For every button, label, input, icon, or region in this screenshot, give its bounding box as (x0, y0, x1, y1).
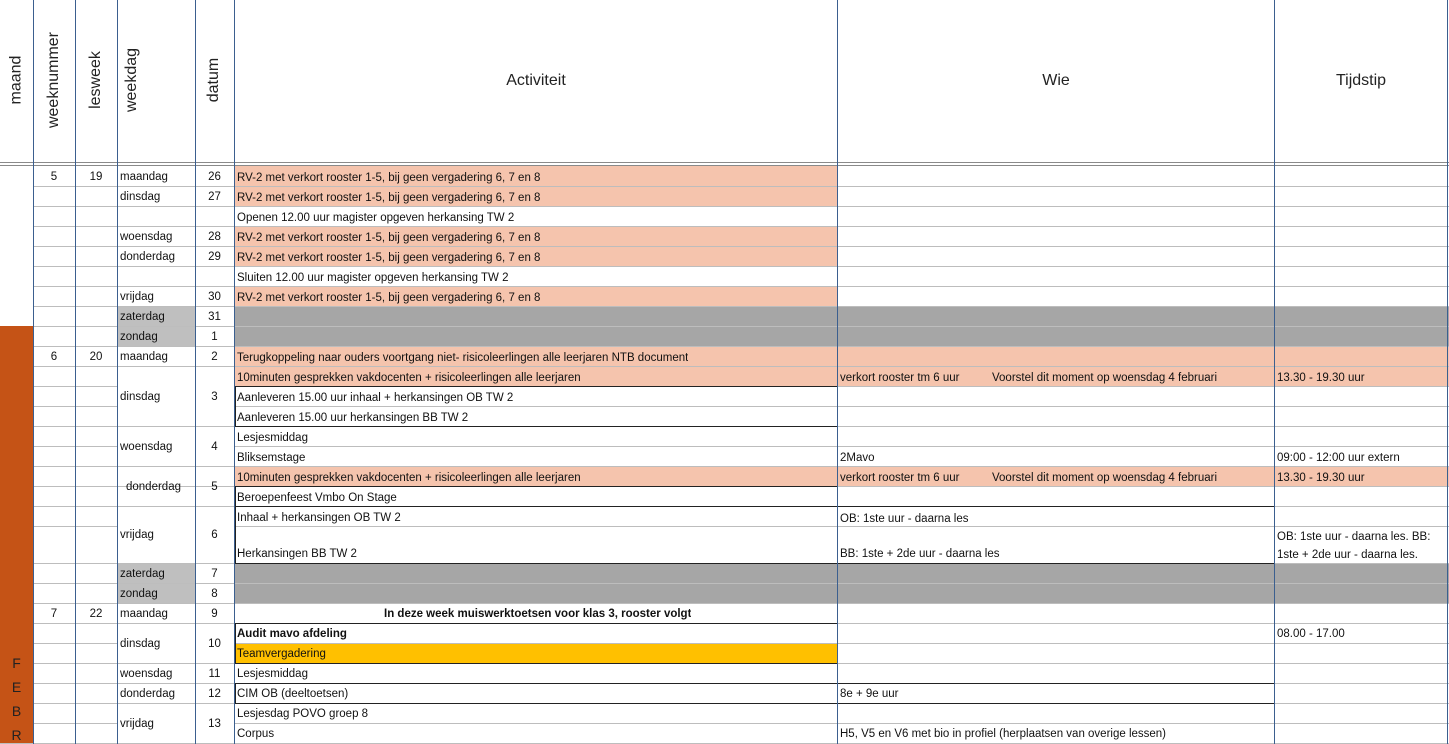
header-divider (0, 162, 1449, 163)
weekdag-cell: vrijdag (120, 718, 154, 730)
tijdstip-cell: 13.30 - 19.30 uur (1277, 472, 1365, 484)
weekdag-cell: dinsdag (120, 638, 161, 650)
month-letter: R (11, 727, 22, 743)
header-tijdstip: Tijdstip (1335, 72, 1387, 89)
activiteit-cell: RV-2 met verkort rooster 1-5, bij geen vergadering 6, 7 en 8 (237, 192, 541, 204)
datum-cell: 10 (208, 638, 221, 650)
datum-cell: 2 (211, 351, 218, 363)
wie-cell: verkort rooster tm 6 uur (840, 472, 960, 484)
weeknummer-cell: 5 (50, 171, 58, 183)
weekdag-cell: maandag (120, 608, 168, 620)
datum-cell: 27 (208, 191, 221, 203)
activiteit-cell: Terugkoppeling naar ouders voortgang niet- risicoleerlingen alle leerjaren NTB document (237, 352, 689, 364)
activiteit-cell: Beroepenfeest Vmbo On Stage (237, 492, 397, 504)
datum-cell: 8 (211, 588, 218, 600)
weekdag-cell: dinsdag (120, 391, 161, 403)
activiteit-cell: Lesjesmiddag (237, 668, 308, 680)
tijdstip-cell: 13.30 - 19.30 uur (1277, 372, 1365, 384)
wie-cell: verkort rooster tm 6 uur (840, 372, 960, 384)
weekdag-cell: zondag (120, 331, 158, 343)
weekdag-cell: zaterdag (120, 568, 165, 580)
datum-cell: 3 (211, 391, 218, 403)
datum-cell: 7 (211, 568, 218, 580)
header-divider (0, 165, 1449, 166)
header-wie: Wie (1042, 72, 1070, 89)
activiteit-cell: RV-2 met verkort rooster 1-5, bij geen vergadering 6, 7 en 8 (237, 292, 541, 304)
datum-cell: 9 (211, 608, 218, 620)
month-letter: E (11, 679, 22, 695)
datum-cell: 6 (211, 529, 218, 541)
activiteit-cell: Aanleveren 15.00 uur herkansingen BB TW 2 (237, 412, 469, 424)
lesweek-cell: 22 (89, 608, 103, 620)
activiteit-cell: 10minuten gesprekken vakdocenten + risicoleerlingen alle leerjaren (237, 372, 581, 384)
datum-cell: 11 (208, 668, 221, 680)
datum-cell: 28 (208, 231, 221, 243)
month-letter: F (12, 655, 21, 671)
weekdag-cell: woensdag (120, 231, 173, 243)
activiteit-cell: Lesjesmiddag (237, 432, 308, 444)
activiteit-cell: Sluiten 12.00 uur magister opgeven herkansing TW 2 (237, 272, 509, 284)
weekdag-cell: vrijdag (120, 291, 154, 303)
datum-cell: 13 (208, 718, 221, 730)
weekdag-cell: woensdag (120, 441, 173, 453)
weekdag-cell: donderdag (120, 251, 175, 263)
weekdag-cell: maandag (120, 171, 168, 183)
activiteit-cell: Lesjesdag POVO groep 8 (237, 708, 369, 720)
header-activiteit: Activiteit (506, 72, 566, 89)
fill-grey (235, 563, 1449, 583)
activiteit-cell: Corpus (237, 728, 275, 740)
activiteit-cell: Bliksemstage (237, 452, 306, 464)
wie-cell: H5, V5 en V6 met bio in profiel (herplaatsen van overige lessen) (840, 728, 1167, 740)
bordered-block (235, 683, 1275, 704)
header-lesweek: lesweek (87, 51, 104, 109)
header-datum: datum (205, 57, 223, 103)
wie-cell: BB: 1ste + 2de uur - daarna les (840, 548, 1000, 560)
weekdag-cell: maandag (120, 351, 168, 363)
activiteit-cell: Openen 12.00 uur magister opgeven herkansing TW 2 (237, 212, 515, 224)
weekdag-cell: vrijdag (120, 529, 154, 541)
tijdstip-cell: OB: 1ste uur - daarna les. BB: (1277, 531, 1431, 543)
fill-grey (235, 306, 1449, 326)
datum-cell: 5 (211, 481, 218, 493)
activiteit-cell: CIM OB (deeltoetsen) (237, 688, 349, 700)
activiteit-cell: 10minuten gesprekken vakdocenten + risicoleerlingen alle leerjaren (237, 472, 581, 484)
weekdag-cell: zondag (120, 588, 158, 600)
weeknummer-cell: 6 (50, 351, 58, 363)
activiteit-cell: RV-2 met verkort rooster 1-5, bij geen vergadering 6, 7 en 8 (237, 252, 541, 264)
wie-note: Voorstel dit moment op woensdag 4 februari (992, 472, 1218, 484)
weekdag-cell: woensdag (120, 668, 173, 680)
datum-cell: 29 (208, 251, 221, 263)
datum-cell: 1 (211, 331, 218, 343)
wie-cell: OB: 1ste uur - daarna les (840, 513, 969, 525)
header-weeknummer: weeknummer (45, 31, 62, 129)
fill-grey (235, 326, 1449, 346)
activiteit-cell: RV-2 met verkort rooster 1-5, bij geen vergadering 6, 7 en 8 (237, 232, 541, 244)
activiteit-cell: RV-2 met verkort rooster 1-5, bij geen vergadering 6, 7 en 8 (237, 172, 541, 184)
activiteit-cell: Audit mavo afdeling (237, 628, 347, 640)
fill-grey (235, 583, 1449, 603)
datum-cell: 12 (208, 688, 221, 700)
wie-cell: 8e + 9e uur (840, 688, 899, 700)
datum-cell: 26 (208, 171, 221, 183)
lesweek-cell: 20 (89, 351, 103, 363)
tijdstip-cell: 09:00 - 12:00 uur extern (1277, 452, 1400, 464)
weekdag-cell: donderdag (126, 481, 181, 493)
month-letter: B (11, 703, 22, 719)
header-maand: maand (7, 55, 25, 105)
wie-note: Voorstel dit moment op woensdag 4 februari (992, 372, 1218, 384)
datum-cell: 4 (211, 441, 218, 453)
lesweek-cell: 19 (89, 171, 103, 183)
tijdstip-cell: 1ste + 2de uur - daarna les. (1277, 549, 1418, 561)
activiteit-cell: Inhaal + herkansingen OB TW 2 (237, 512, 401, 524)
weekdag-cell: donderdag (120, 688, 175, 700)
activiteit-cell: Herkansingen BB TW 2 (237, 548, 357, 560)
weekdag-cell: dinsdag (120, 191, 161, 203)
weeknummer-cell: 7 (50, 608, 58, 620)
activiteit-cell: In deze week muiswerktoetsen voor klas 3, rooster volgt (384, 608, 692, 620)
datum-cell: 31 (208, 311, 221, 323)
wie-cell: 2Mavo (840, 452, 875, 464)
activiteit-cell: Teamvergadering (237, 648, 326, 660)
weekdag-cell: zaterdag (120, 311, 165, 323)
activiteit-cell: Aanleveren 15.00 uur inhaal + herkansingen OB TW 2 (237, 392, 514, 404)
header-weekdag: weekdag (123, 47, 141, 113)
tijdstip-cell: 08.00 - 17.00 (1277, 628, 1345, 640)
datum-cell: 30 (208, 291, 221, 303)
